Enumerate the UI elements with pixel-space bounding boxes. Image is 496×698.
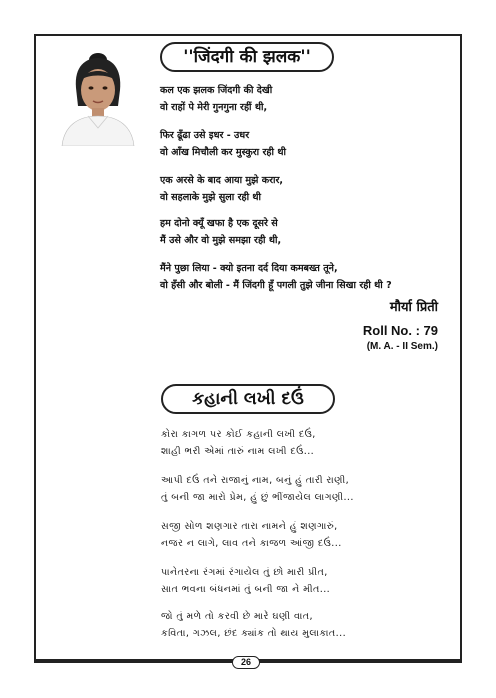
page-number: 26 [232, 656, 260, 669]
poem2-line: કોરા કાગળ પર કોઈ કહાની લખી દઉં, [161, 429, 316, 440]
poem1-line: मैं उसे और वो मुझे समझा रही थी, [160, 235, 282, 246]
poem2-line: નજર ન લાગે, લાવ તને કાજળ આંજી દઉં... [161, 538, 342, 549]
poem2-line: સજી સોળ શણગાર તારા નામને હું શણગારું, [161, 521, 338, 532]
poem2-stanza-2 [161, 472, 354, 506]
poem1-line: फिर ढूँढा उसे इधर - उधर [160, 130, 250, 141]
poem1-line: वो राहों पे मेरी गुनगुना रहीं थी, [160, 102, 268, 113]
poem1-line: वो आँख मिचौली कर मुस्कुरा रही थी [160, 147, 286, 158]
poem1-line: मैंने पुछा लिया - क्यो इतना दर्द दिया कमबख्त तूने, [160, 263, 338, 274]
poem1-line: कल एक झलक जिंदगी की देखी [160, 85, 273, 96]
poem1-stanza-4 [160, 215, 281, 249]
semester: (M. A. - II Sem.) [366, 341, 438, 352]
poem2-line: જો તું મળે તો કરવી છે મારે ઘણી વાત, [161, 611, 313, 622]
roll-number: Roll No. : 79 [362, 323, 438, 338]
poem2-stanza-3 [161, 518, 342, 552]
poem1-stanza-3 [160, 172, 283, 206]
poem1-stanza-5 [160, 260, 392, 294]
poem1-line: वो सहलाके मुझे सुला रही थी [160, 192, 262, 203]
poem1-line: वो हँसी और बोली - मैं जिंदगी हूँ पगली तुझे जीना सिखा रही थी ? [160, 280, 392, 291]
poem2-line: કવિતા, ગઝલ, છંદ ક્યાંક તો થાય મુલાકાત... [161, 628, 347, 639]
poem1-stanza-1 [160, 82, 272, 116]
poem1-author: मौर्या प्रिती [389, 300, 438, 315]
poem2-line: શાહી ભરી એમાં તારું નામ લખી દઉં... [161, 446, 315, 457]
poem2-line: પાનેતરના રંગમાં રંગાયેલ તું છો મારી પ્રીત, [161, 567, 328, 578]
author-photo [52, 46, 144, 146]
poem2-line: તું બની જા મારો પ્રેમ, હું છું ભીંજાયેલ લાગણી... [161, 492, 354, 503]
poem2-line: આપી દઉં તને રાજાનું નામ, બનું હું તારી રાણી, [161, 475, 350, 486]
poem2-stanza-1 [161, 426, 316, 460]
poem1-title: ''जिंदगी की झलक'' [160, 42, 334, 72]
poem2-line: સાત ભવના બંધનમાં તું બની જા ને મીત... [161, 584, 331, 595]
poem1-line: एक अरसे के बाद आया मुझे करार, [160, 175, 284, 186]
poem1-line: हम दोनो क्यूँ खफा है एक दूसरे से [160, 218, 278, 229]
poem1-stanza-2 [160, 127, 286, 161]
poem2-stanza-5 [161, 608, 346, 642]
poem2-title: કહાની લખી દઉં [161, 384, 335, 414]
poem2-stanza-4 [161, 564, 330, 598]
